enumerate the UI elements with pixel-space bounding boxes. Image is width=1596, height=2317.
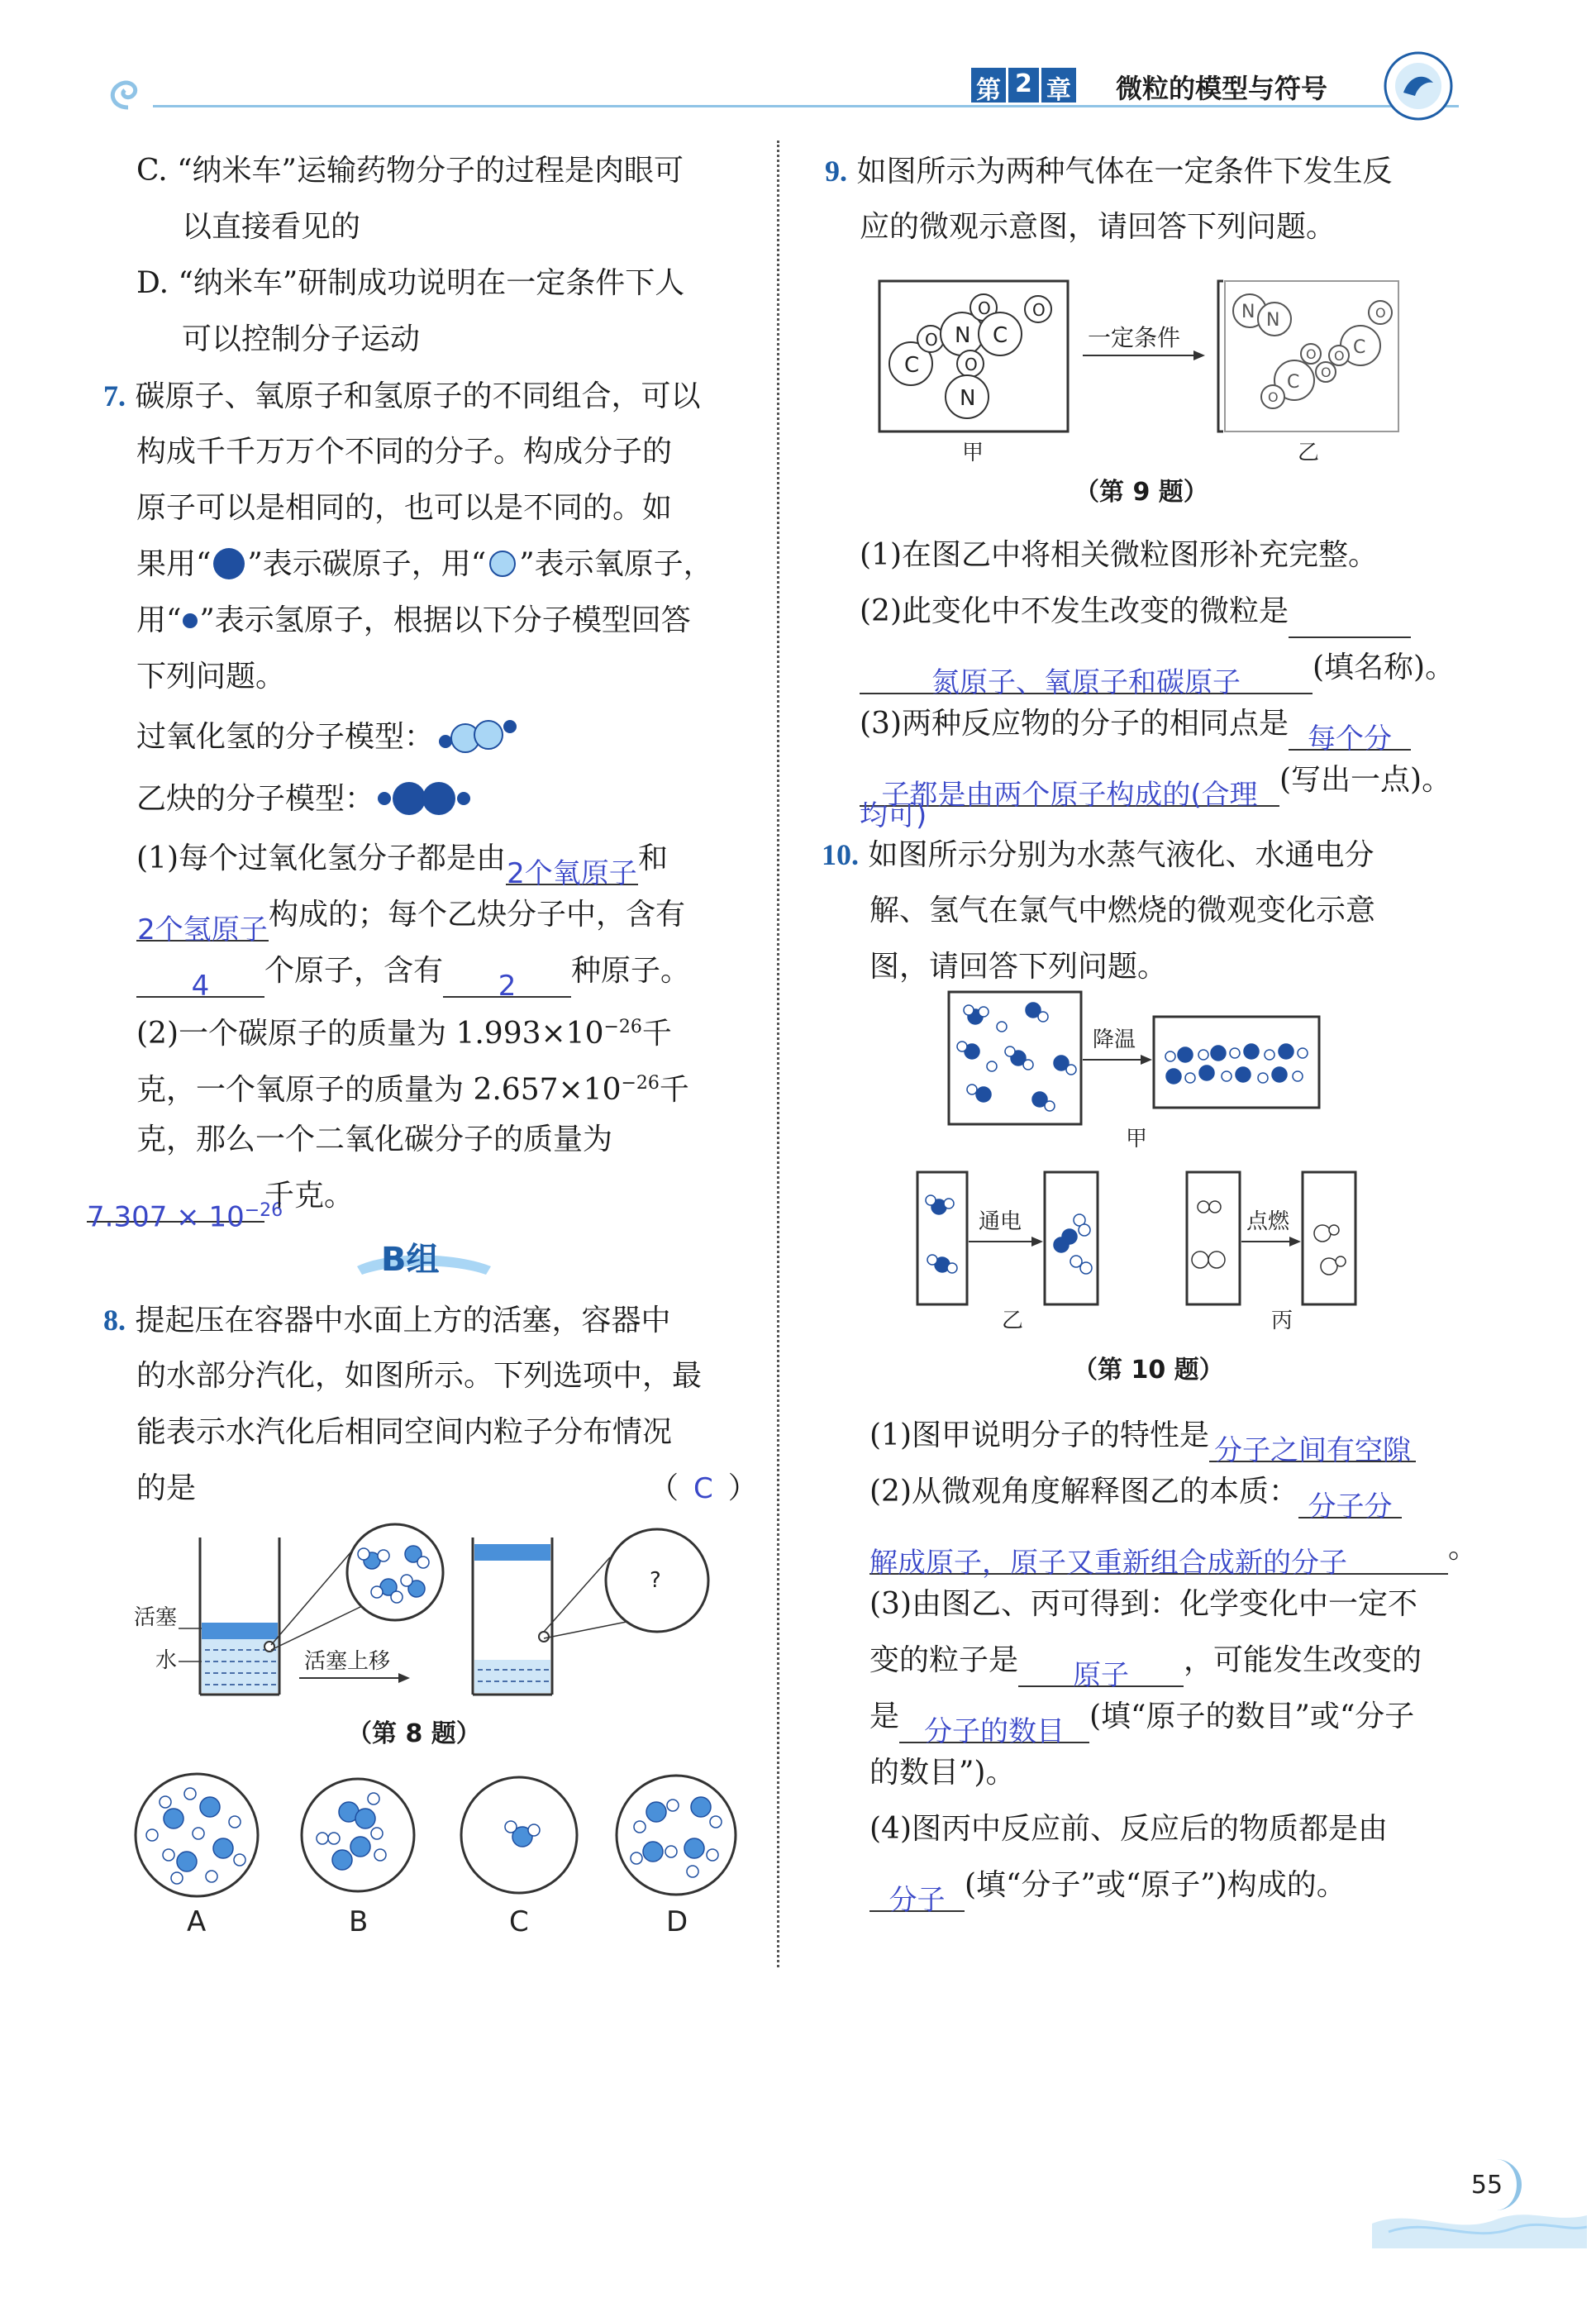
chapter-suffix: 章	[1041, 68, 1076, 103]
q8-line4: 的是	[136, 1471, 197, 1505]
oxygen-atom-icon	[486, 547, 519, 580]
figure-8-diagram	[124, 1521, 719, 1711]
q7-1-line2	[136, 889, 686, 946]
q9-2-text-b: (填名称)。	[1313, 651, 1455, 684]
page-number-badge	[1457, 2159, 1522, 2210]
q10-1-answer[interactable]: 分子之间有空隙	[1209, 1424, 1416, 1462]
q9-3-answer-part3[interactable]: 均可)	[860, 799, 927, 832]
atom-o-9: O	[1321, 365, 1332, 380]
q10-2-answer-part1[interactable]: 分子分	[1298, 1480, 1402, 1518]
atom-c-3: C	[1353, 337, 1366, 358]
zoom-question-mark: ?	[650, 1568, 661, 1593]
q10-3-answer-1[interactable]: 原子	[1018, 1649, 1184, 1687]
q8-answer[interactable]: C	[693, 1472, 713, 1505]
q10-4-text-b: (填“分子”或“原子”)构成的。	[965, 1868, 1346, 1902]
q10-4-answer[interactable]: 分子	[869, 1874, 965, 1912]
q10-1-text-a: (1)图甲说明分子的特性是	[869, 1418, 1209, 1452]
h2o2-molecule-icon	[434, 715, 525, 756]
q9-1-line: (1)在图乙中将相关微粒图形补充完整。	[860, 538, 1378, 572]
c2h2-molecule-icon	[374, 777, 490, 818]
atom-o-1: O	[925, 330, 938, 350]
label-yi-10: 乙	[1002, 1309, 1024, 1333]
q7-line6: 下列问题。	[136, 660, 286, 694]
atom-o-7: O	[1306, 346, 1317, 362]
q9-2-line1	[860, 585, 1411, 638]
hydrogen-atom-icon	[181, 608, 199, 633]
q9-3-text-b: (写出一点)。	[1279, 763, 1452, 797]
chapter-prefix: 第	[971, 68, 1006, 103]
q8-line1	[103, 1294, 670, 1347]
q7-2-answer-base: 7.307 × 10	[87, 1200, 245, 1234]
figure-9-diagram	[876, 273, 1413, 463]
q10-4-line1: (4)图丙中反应前、反应后的物质都是由	[869, 1812, 1388, 1846]
atom-n-1: N	[955, 323, 971, 348]
q10-text-1: 如图所示分别为水蒸气液化、水通电分	[868, 838, 1374, 872]
q10-3-line3	[869, 1690, 1415, 1748]
label-condition: 一定条件	[1088, 324, 1181, 351]
q7-2-line2	[136, 1057, 689, 1110]
q7-2-exponent-2: −26	[621, 1073, 660, 1094]
q8-number: 8.	[103, 1304, 126, 1337]
q9-3-line1	[860, 698, 1411, 756]
q7-2-answer[interactable]	[87, 1185, 283, 1234]
label-water: 水	[155, 1648, 178, 1673]
atom-c-2: C	[993, 323, 1008, 348]
page-header	[0, 0, 1596, 132]
label-electrolysis: 通电	[979, 1209, 1022, 1234]
q7-2-text-1b: 千	[641, 1017, 672, 1051]
option-d-label: D	[666, 1905, 688, 1938]
q7-line5	[136, 594, 691, 647]
q9-line1	[825, 145, 1392, 198]
q7-1-text-c: 构成的；每个乙炔分子中，含有	[269, 898, 686, 932]
q7-text-4a: 果用“	[136, 547, 212, 581]
q7-2-line3: 克，那么一个二氧化碳分子的质量为	[136, 1123, 613, 1156]
q7-text-5b: ”表示氢原子，根据以下分子模型回答	[199, 603, 691, 637]
q10-4-line2	[869, 1859, 1346, 1917]
q7-text-4b: ”表示碳原子，用“	[247, 547, 487, 581]
chapter-badge	[971, 68, 1076, 103]
swirl-logo-icon	[99, 66, 157, 116]
option-b[interactable]	[302, 1779, 414, 1891]
q10-2-line2	[869, 1522, 1479, 1580]
h2o2-model-line	[136, 711, 525, 764]
chapter-number: 2	[1008, 68, 1039, 103]
q6-option-d-line2: 可以控制分子运动	[182, 322, 421, 356]
figure-8-caption: （第 8 题）	[347, 1719, 481, 1748]
q7-text-4c: ”表示氧原子，	[519, 547, 713, 581]
atom-n-4: N	[1266, 310, 1280, 331]
q7-1-text-e: 种原子。	[571, 954, 691, 988]
q10-3-line2	[869, 1634, 1422, 1692]
q7-line3: 原子可以是相同的，也可以是不同的。如	[136, 491, 673, 525]
q6-option-d-line1: D. “纳米车”研制成功说明在一定条件下人	[136, 266, 685, 300]
c2h2-label: 乙炔的分子模型：	[136, 782, 375, 816]
q10-3-text-c: 是	[869, 1700, 900, 1733]
label-yi: 乙	[1298, 441, 1320, 463]
q7-2-text-4: 千克。	[264, 1179, 355, 1213]
q10-line3: 图，请回答下列问题。	[869, 950, 1168, 984]
q7-1-text-d: 个原子，含有	[264, 954, 444, 988]
container-before	[200, 1538, 279, 1695]
q10-1-line	[869, 1409, 1416, 1467]
q8-line2: 的水部分汽化，如图所示。下列选项中，最	[136, 1359, 703, 1393]
carbon-atom-icon	[211, 547, 247, 580]
q7-2-answer-exponent: −26	[244, 1200, 283, 1221]
q7-line4	[136, 538, 713, 591]
q10-2-line1	[869, 1466, 1402, 1523]
label-ignite: 点燃	[1246, 1209, 1290, 1234]
option-d[interactable]	[617, 1776, 736, 1895]
q9-2-line2	[860, 641, 1455, 699]
q9-number: 9.	[825, 155, 847, 188]
group-b-banner	[358, 1233, 490, 1281]
option-a-label: A	[187, 1905, 207, 1938]
label-jia-10: 甲	[1126, 1127, 1148, 1151]
q8-options	[124, 1769, 752, 1959]
option-b-label: B	[349, 1905, 369, 1938]
atom-n-3: N	[1241, 302, 1255, 322]
figure-10-caption: （第 10 题）	[1073, 1356, 1224, 1385]
label-piston: 活塞	[134, 1605, 178, 1630]
q7-2-text-1: (2)一个碳原子的质量为 1.993×10	[136, 1017, 604, 1051]
publisher-seal-icon	[1382, 50, 1455, 122]
option-a[interactable]	[136, 1774, 258, 1896]
q10-line1	[822, 828, 1374, 881]
atom-n-2: N	[960, 386, 976, 411]
atom-c-4: C	[1287, 372, 1300, 393]
q7-1-answer-hydrogen[interactable]: 2个氢原子	[136, 903, 269, 942]
q7-2-text-2b: 千	[659, 1073, 689, 1107]
q10-3-line1: (3)由图乙、丙可得到：化学变化中一定不	[869, 1587, 1417, 1621]
q10-3-text-a: 变的粒子是	[869, 1643, 1019, 1677]
q9-3-answer-part1[interactable]: 每个分	[1289, 713, 1411, 751]
q7-1-answer-oxygen[interactable]: 2个氧原子	[506, 847, 638, 885]
q10-2-text-a: (2)从微观角度解释图乙的本质：	[869, 1475, 1298, 1509]
q10-line2: 解、氢气在氯气中燃烧的微观变化示意	[869, 894, 1376, 927]
q7-1-text-a: (1)每个过氧化氢分子都是由	[136, 841, 506, 875]
q10-2-answer-part2[interactable]: 解成原子，原子又重新组合成新的分子	[869, 1537, 1448, 1575]
column-divider	[777, 141, 779, 1967]
label-jia: 甲	[962, 441, 984, 463]
q9-2-answer[interactable]: 氮原子、氧原子和碳原子	[860, 656, 1313, 694]
q7-line2: 构成千千万万个不同的分子。构成分子的	[136, 435, 673, 469]
atom-o-2: O	[978, 298, 991, 318]
q10-3-text-b: ，可能发生改变的	[1184, 1643, 1422, 1677]
q7-2-exponent-1: −26	[603, 1017, 642, 1037]
c2h2-model-line	[136, 773, 490, 826]
atom-o-3: O	[1032, 300, 1046, 320]
q8-line3: 能表示水汽化后相同空间内粒子分布情况	[136, 1415, 673, 1449]
label-bing-10: 丙	[1271, 1309, 1293, 1333]
q7-1-answer-atom-count[interactable]: 4	[136, 960, 264, 998]
q7-number: 7.	[103, 379, 126, 412]
q8-paren-close: ）	[727, 1471, 758, 1505]
q9-3-text-a: (3)两种反应物的分子的相同点是	[860, 707, 1289, 741]
q6-option-c-line2: 以直接看见的	[182, 210, 361, 244]
q7-1-answer-atom-kinds[interactable]: 2	[443, 960, 571, 998]
container-after	[473, 1538, 552, 1695]
q7-1-text-b: 和	[638, 841, 669, 875]
q7-text-1: 碳原子、氧原子和氢原子的不同组合，可以	[135, 379, 701, 413]
option-c-label: C	[509, 1905, 529, 1938]
q10-3-text-d: (填“原子的数目”或“分子	[1089, 1700, 1415, 1733]
q7-2-line1	[136, 1001, 672, 1054]
q7-1-line1	[136, 832, 669, 890]
label-cool: 降温	[1093, 1027, 1136, 1052]
q9-2-blank-tail	[1289, 600, 1411, 638]
q7-1-line3	[136, 945, 691, 1003]
atom-c-1: C	[904, 353, 920, 378]
atom-o-8: O	[1268, 389, 1279, 405]
atom-o-6: O	[1334, 348, 1345, 364]
q7-2-text-2: 克，一个氧原子的质量为 2.657×10	[136, 1073, 622, 1107]
atom-o-4: O	[965, 355, 978, 374]
q10-2-text-b: 。	[1448, 1531, 1479, 1565]
figure-10-diagram	[909, 984, 1372, 1347]
page-number: 55	[1470, 2170, 1503, 2200]
q10-number: 10.	[822, 838, 859, 871]
q10-3-answer-2[interactable]: 分子的数目	[899, 1705, 1089, 1743]
header-title: 微粒的模型与符号	[1116, 73, 1328, 104]
q9-3-line2	[860, 754, 1452, 812]
label-piston-move: 活塞上移	[304, 1649, 391, 1674]
q8-answer-paren	[649, 1462, 758, 1515]
q6-option-c-line1: C. “纳米车”运输药物分子的过程是肉眼可	[136, 154, 684, 188]
q9-text-1: 如图所示为两种气体在一定条件下发生反	[856, 155, 1393, 188]
q9-line2: 应的微观示意图，请回答下列问题。	[860, 210, 1336, 244]
group-b-label: B组	[381, 1241, 440, 1279]
q7-text-5a: 用“	[136, 603, 182, 637]
q7-2-line4	[87, 1170, 355, 1234]
q9-2-text-a: (2)此变化中不发生改变的微粒是	[860, 594, 1289, 628]
figure-9-caption: （第 9 题）	[1074, 478, 1208, 507]
q7-line1	[103, 369, 700, 422]
q8-paren-open: （	[649, 1471, 679, 1505]
q8-text-1: 提起压在容器中水面上方的活塞，容器中	[135, 1304, 671, 1337]
atom-o-5: O	[1375, 305, 1386, 321]
q10-3-line4: 的数目”)。	[869, 1756, 1016, 1790]
option-c[interactable]	[461, 1777, 577, 1893]
h2o2-label: 过氧化氢的分子模型：	[136, 720, 435, 754]
q9-3-answer-part2[interactable]: 子都是由两个原子构成的(合理	[860, 769, 1279, 807]
